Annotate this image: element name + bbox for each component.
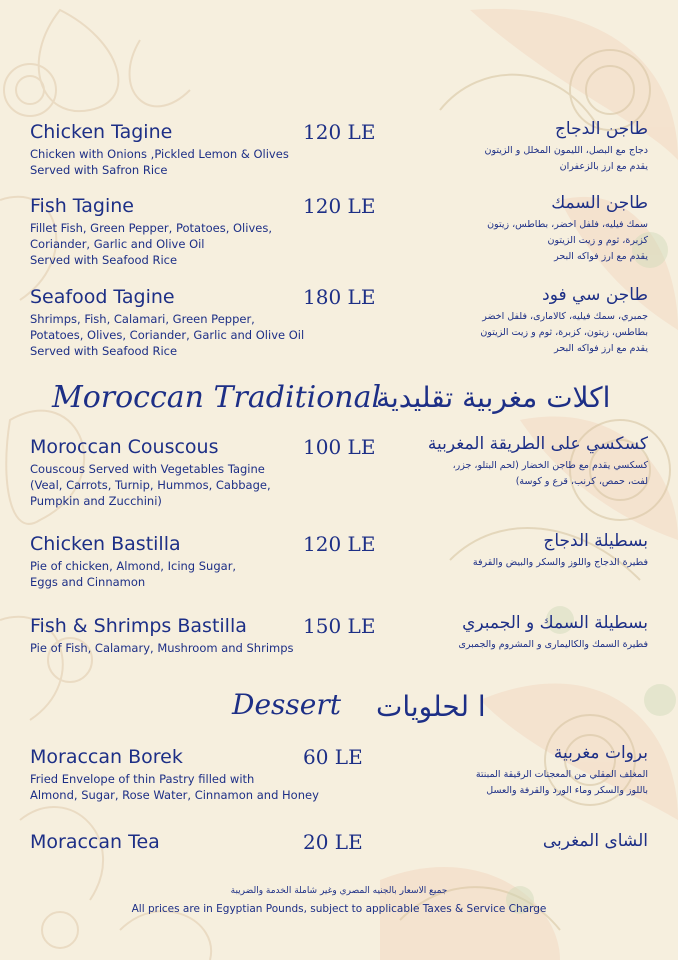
- description-line: Served with Seafood Rice: [30, 253, 178, 267]
- footer-note-arabic: جميع الاسعار بالجنيه المصري وغير شاملة الخدمة والضريبة: [230, 886, 448, 896]
- description-line-arabic: جمبري، سمك فيليه، كالامارى، فلفل اخضر: [482, 311, 648, 322]
- item-name-arabic: بروات مغربية: [553, 743, 648, 763]
- item-name-arabic: طاجن السمك: [551, 193, 648, 213]
- description-line: Pumpkin and Zucchini): [30, 494, 162, 508]
- item-name: Moroccan Couscous: [30, 436, 219, 458]
- item-price: 100 LE: [303, 435, 376, 459]
- item-name-arabic: كسكسي على الطريقة المغربية: [427, 434, 648, 454]
- section-title-moroccan-traditional-arabic: اكلات مغربية تقليدية: [376, 381, 611, 414]
- description-line: Shrimps, Fish, Calamari, Green Pepper,: [30, 312, 255, 326]
- description-line-arabic: كسكسي يقدم مع طاجن الخضار (لحم البتلو، جزر،: [452, 460, 648, 471]
- item-name: Moraccan Tea: [30, 831, 160, 853]
- item-price: 120 LE: [303, 194, 376, 218]
- description-line-arabic: يقدم مع ارز بالزعفران: [559, 161, 648, 172]
- item-description-arabic: [368, 143, 648, 175]
- item-description: [30, 558, 360, 590]
- description-line-arabic: يقدم مع ارز فواكه البحر: [554, 343, 648, 354]
- description-line: Couscous Served with Vegetables Tagine: [30, 462, 265, 476]
- item-description: [30, 640, 360, 656]
- item-price: 60 LE: [303, 745, 363, 769]
- item-description: [30, 220, 360, 268]
- item-price: 120 LE: [303, 120, 376, 144]
- item-name: Moraccan Borek: [30, 746, 183, 768]
- item-name-arabic: طاجن سي فود: [542, 285, 648, 305]
- description-line-arabic: كزبرة، ثوم و زيت الزيتون: [547, 235, 648, 246]
- section-title-dessert: Dessert: [232, 688, 341, 721]
- item-description-arabic: [368, 637, 648, 653]
- description-line-arabic: المغلف المقلي من المعجنات الرقيقة المبنتة: [475, 769, 648, 780]
- description-line-arabic: لفت، حمص، كرنب، قرع و كوسة): [515, 476, 648, 487]
- description-line: Almond, Sugar, Rose Water, Cinnamon and Honey: [30, 788, 319, 802]
- item-description-arabic: [368, 458, 648, 490]
- description-line: Chicken with Onions ,Pickled Lemon & Olives: [30, 147, 289, 161]
- description-line: Eggs and Cinnamon: [30, 575, 146, 589]
- description-line-arabic: فطيرة السمك والكاليمارى و المشروم والجمبرى: [458, 639, 648, 650]
- description-line-arabic: باللوز والسكر وماء الورد والقرفة والعسل: [486, 785, 648, 796]
- item-price: 120 LE: [303, 532, 376, 556]
- description-line: Served with Seafood Rice: [30, 344, 178, 358]
- item-description-arabic: [368, 555, 648, 571]
- item-description: [30, 771, 360, 803]
- item-name: Seafood Tagine: [30, 286, 175, 308]
- item-name-arabic: الشاى المغربى: [542, 831, 648, 851]
- description-line: (Veal, Carrots, Turnip, Hummos, Cabbage,: [30, 478, 271, 492]
- section-title-dessert-arabic: ا لحلويات: [376, 690, 486, 723]
- description-line: Potatoes, Olives, Coriander, Garlic and Olive Oil: [30, 328, 305, 342]
- item-name: Fish & Shrimps Bastilla: [30, 615, 247, 637]
- description-line-arabic: فطيرة الدجاج واللوز والسكر والبيض والقرفة: [472, 557, 648, 568]
- description-line-arabic: بطاطس، زيتون، كزبرة، ثوم و زيت الزيتون: [480, 327, 648, 338]
- item-description: [30, 311, 360, 359]
- item-name-arabic: بسطيلة السمك و الجمبري: [462, 613, 648, 633]
- item-price: 150 LE: [303, 614, 376, 638]
- item-description-arabic: [368, 767, 648, 799]
- item-name-arabic: بسطيلة الدجاج: [543, 531, 648, 551]
- item-price: 20 LE: [303, 830, 363, 854]
- item-description: [30, 146, 360, 178]
- description-line: Pie of Fish, Calamary, Mushroom and Shrimps: [30, 641, 294, 655]
- item-name: Fish Tagine: [30, 195, 134, 217]
- item-name-arabic: طاجن الدجاج: [554, 119, 648, 139]
- item-description: [30, 461, 360, 509]
- description-line: Fried Envelope of thin Pastry filled with: [30, 772, 255, 786]
- description-line: Pie of chicken, Almond, Icing Sugar,: [30, 559, 237, 573]
- item-description-arabic: [368, 217, 648, 265]
- item-name: Chicken Tagine: [30, 121, 173, 143]
- section-title-moroccan-traditional: Moroccan Traditional: [52, 380, 382, 415]
- footer-note: All prices are in Egyptian Pounds, subject to applicable Taxes & Service Charge: [131, 903, 547, 915]
- item-name: Chicken Bastilla: [30, 533, 181, 555]
- description-line: Fillet Fish, Green Pepper, Potatoes, Olives,: [30, 221, 272, 235]
- description-line-arabic: سمك فيليه، فلفل اخضر، بطاطس، زيتون: [487, 219, 648, 230]
- item-description-arabic: [368, 309, 648, 357]
- description-line: Served with Safron Rice: [30, 163, 168, 177]
- description-line-arabic: يقدم مع ارز فواكه البحر: [554, 251, 648, 262]
- description-line: Coriander, Garlic and Olive Oil: [30, 237, 205, 251]
- description-line-arabic: دجاج مع البصل، الليمون المخلل و الزيتون: [484, 145, 648, 156]
- item-price: 180 LE: [303, 285, 376, 309]
